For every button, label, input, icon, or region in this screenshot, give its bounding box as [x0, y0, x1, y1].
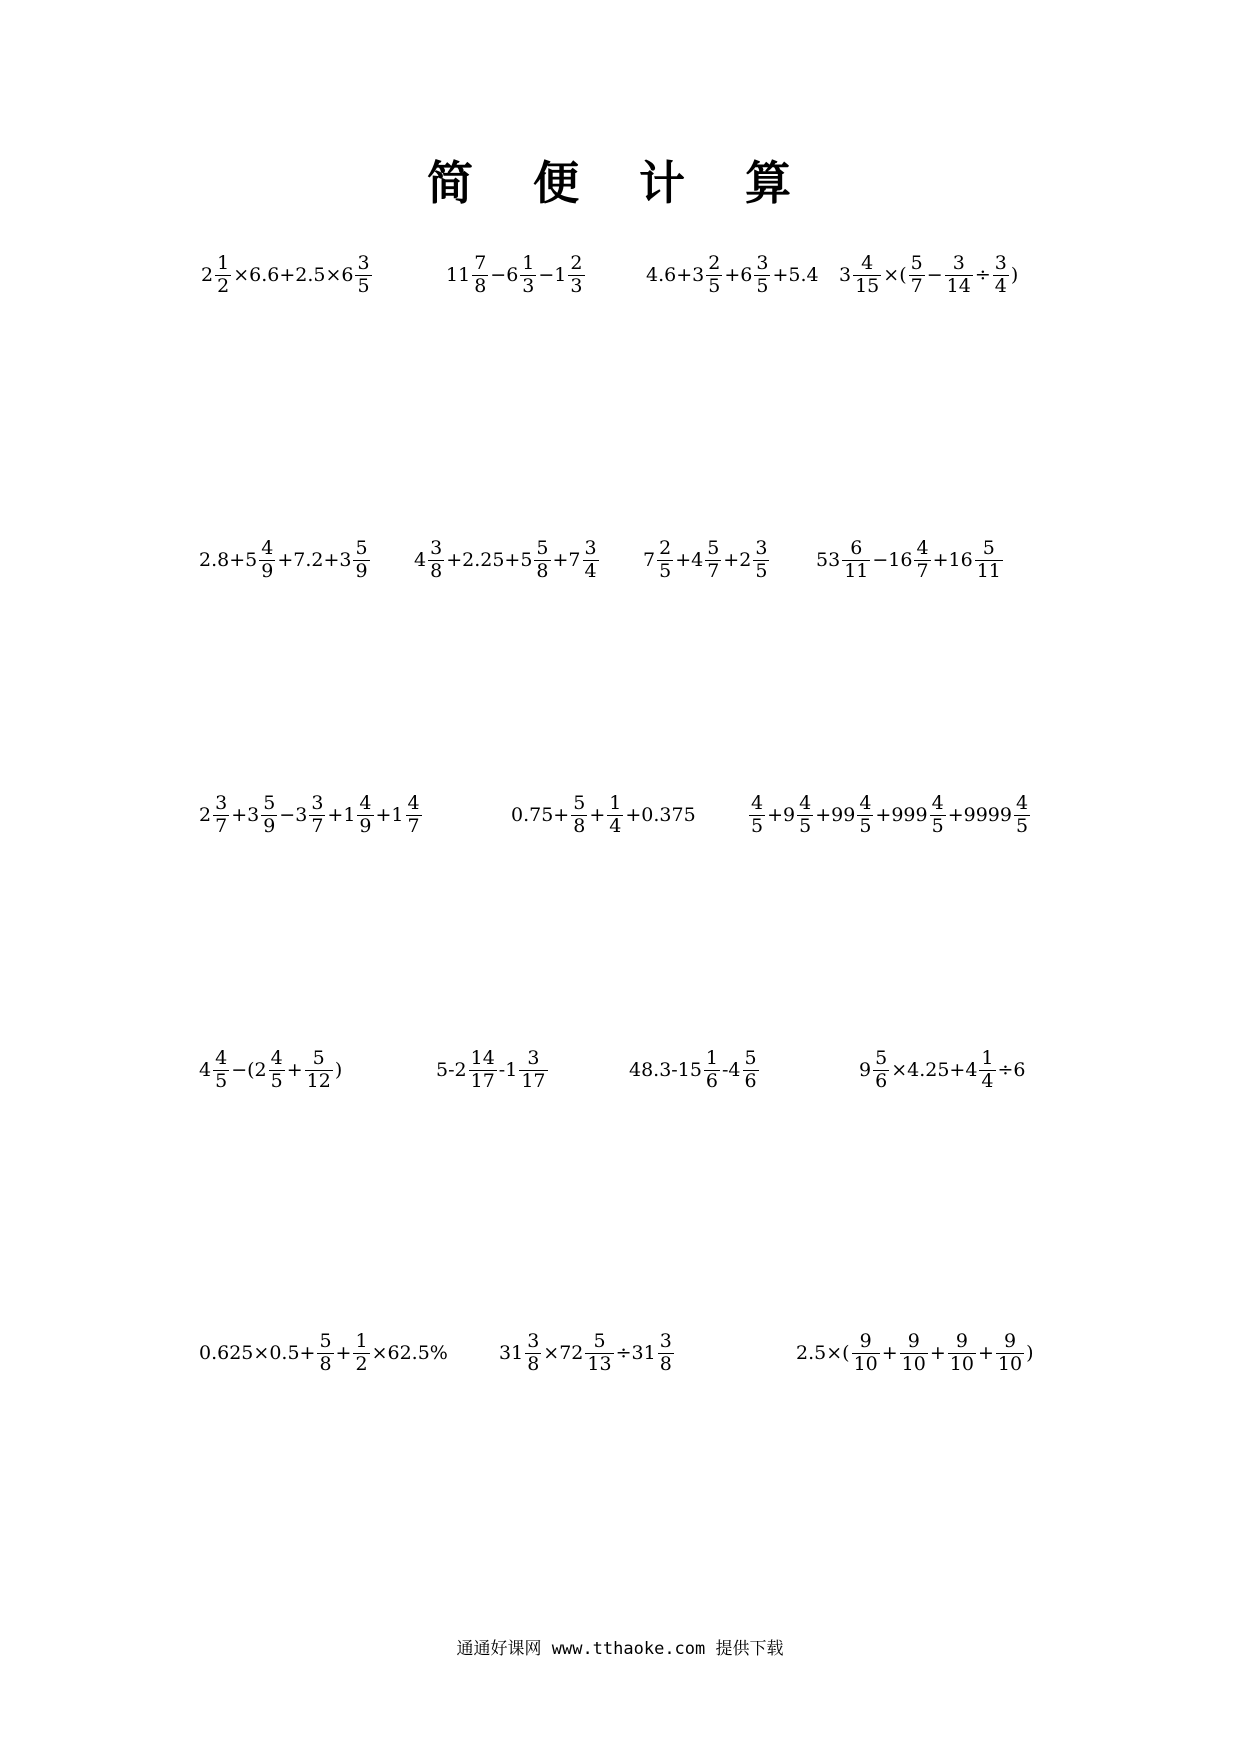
expression-text: −1	[538, 263, 567, 286]
fraction-denominator: 9	[263, 814, 276, 837]
fraction	[357, 793, 373, 838]
expression-text: 2	[199, 803, 212, 826]
fraction	[658, 1331, 674, 1376]
fraction-denominator: 4	[981, 1069, 994, 1092]
fraction-numerator: 4	[861, 252, 874, 274]
problem-14	[628, 1048, 760, 1093]
fraction-numerator: 4	[916, 537, 929, 559]
problem-1	[200, 253, 373, 298]
fraction-numerator: 5	[744, 1047, 757, 1069]
fraction-numerator: 9	[1003, 1330, 1017, 1352]
expression-text: +1	[375, 803, 404, 826]
fraction	[704, 1048, 720, 1093]
fraction-numerator: 4	[751, 792, 764, 814]
problem-6	[413, 538, 600, 583]
fraction-numerator: 2	[570, 252, 583, 274]
fraction-denominator: 14	[946, 274, 971, 297]
expression-text: ÷	[974, 263, 991, 286]
fraction-numerator: 5	[355, 537, 368, 559]
expression-text: +5.4	[772, 263, 819, 286]
fraction-numerator: 2	[708, 252, 721, 274]
fraction-numerator: 4	[859, 792, 872, 814]
fraction-numerator: 9	[907, 1330, 920, 1352]
fraction-numerator: 5	[707, 537, 720, 559]
expression-text: 5-2	[436, 1058, 467, 1081]
fraction-denominator: 2	[355, 1352, 368, 1375]
fraction	[261, 793, 277, 838]
expression-text: 4.6+3	[646, 263, 705, 286]
fraction	[519, 1048, 547, 1093]
fraction	[469, 1048, 497, 1093]
fraction-denominator: 15	[855, 274, 880, 297]
fraction	[948, 1331, 976, 1376]
expression-text: 4	[414, 548, 427, 571]
expression-text: )	[1010, 263, 1019, 286]
problem-13	[435, 1048, 549, 1093]
fraction-denominator: 5	[751, 814, 764, 837]
fraction-numerator: 3	[430, 537, 443, 559]
expression-text: +4	[675, 548, 704, 571]
fraction	[975, 538, 1003, 583]
fraction	[406, 793, 422, 838]
fraction	[353, 538, 369, 583]
problem-11	[748, 793, 1031, 838]
fraction-denominator: 7	[311, 814, 324, 837]
fraction-numerator: 5	[536, 537, 549, 559]
expression-text: 0.625×0.5+	[199, 1341, 316, 1364]
fraction-denominator: 8	[474, 274, 487, 297]
fraction-denominator: 6	[875, 1069, 888, 1092]
fraction	[585, 1331, 613, 1376]
fraction-numerator: 5	[875, 1047, 888, 1069]
expression-text: 0.75+	[511, 803, 570, 826]
fraction	[945, 253, 973, 298]
fraction-denominator: 17	[470, 1069, 495, 1092]
expression-text: +99	[815, 803, 856, 826]
problem-2	[445, 253, 586, 298]
fraction-numerator: 5	[982, 537, 995, 559]
expression-text: 2.5×(	[796, 1341, 850, 1364]
fraction	[1014, 793, 1030, 838]
fraction	[749, 793, 765, 838]
problem-3	[645, 253, 820, 298]
fraction-numerator: 7	[474, 252, 487, 274]
expression-text: 48.3-15	[629, 1058, 702, 1081]
fraction-denominator: 5	[859, 814, 872, 837]
expression-text: −(2	[231, 1058, 267, 1081]
fraction-numerator: 9	[955, 1330, 968, 1352]
fraction	[657, 538, 673, 583]
fraction	[309, 793, 325, 838]
problem-9	[198, 793, 423, 838]
expression-text: +	[286, 1058, 303, 1081]
expression-text: ×72	[543, 1341, 584, 1364]
fraction-numerator: 3	[756, 252, 769, 274]
fraction	[797, 793, 813, 838]
fraction-numerator: 1	[981, 1047, 994, 1069]
fraction	[706, 253, 722, 298]
fraction-numerator: 3	[659, 1330, 672, 1352]
fraction	[873, 1048, 889, 1093]
expression-text: +16	[932, 548, 973, 571]
fraction-denominator: 4	[584, 559, 597, 582]
expression-text: +	[335, 1341, 352, 1364]
expression-text: -1	[498, 1058, 518, 1081]
expression-text: 4	[199, 1058, 212, 1081]
fraction-denominator: 6	[744, 1069, 757, 1092]
fraction	[525, 1331, 541, 1376]
fraction-numerator: 5	[312, 1047, 325, 1069]
fraction-numerator: 1	[705, 1047, 718, 1069]
fraction-numerator: 3	[215, 792, 228, 814]
expression-text: ×62.5%	[371, 1341, 448, 1364]
fraction-numerator: 5	[910, 252, 923, 274]
fraction	[520, 253, 536, 298]
expression-text: 53	[816, 548, 841, 571]
expression-text: +9	[767, 803, 796, 826]
fraction	[305, 1048, 333, 1093]
fraction	[753, 538, 769, 583]
expression-text: 31	[499, 1341, 524, 1364]
expression-text: +1	[327, 803, 356, 826]
fraction	[900, 1331, 928, 1376]
fraction-numerator: 5	[573, 792, 586, 814]
fraction	[269, 1048, 285, 1093]
expression-text: +	[881, 1341, 898, 1364]
fraction	[914, 538, 930, 583]
fraction-denominator: 10	[949, 1352, 974, 1375]
fraction-numerator: 9	[859, 1330, 872, 1352]
fraction	[979, 1048, 995, 1093]
fraction	[909, 253, 925, 298]
fraction-numerator: 5	[263, 792, 276, 814]
fraction	[213, 793, 229, 838]
fraction	[852, 1331, 880, 1376]
fraction-denominator: 2	[217, 274, 230, 297]
fraction-denominator: 5	[215, 1069, 228, 1092]
fraction-denominator: 10	[997, 1352, 1023, 1375]
fraction-numerator: 3	[311, 792, 324, 814]
expression-text: +	[589, 803, 606, 826]
expression-text: +2.25+5	[446, 548, 533, 571]
fraction-denominator: 5	[1015, 814, 1029, 837]
problem-16	[198, 1331, 449, 1376]
fraction-denominator: 5	[659, 559, 672, 582]
fraction-denominator: 3	[570, 274, 583, 297]
expression-text: ÷31	[615, 1341, 656, 1364]
expression-text: +0.375	[625, 803, 696, 826]
problem-12	[198, 1048, 343, 1093]
fraction-denominator: 8	[659, 1352, 672, 1375]
problem-5	[198, 538, 371, 583]
expression-text: +2	[723, 548, 752, 571]
expression-text: +7	[552, 548, 581, 571]
fraction-denominator: 8	[536, 559, 549, 582]
expression-text: )	[1026, 1341, 1034, 1364]
expression-text: −16	[872, 548, 913, 571]
fraction-denominator: 7	[407, 814, 420, 837]
expression-text: +9999	[947, 803, 1012, 826]
fraction-denominator: 17	[521, 1069, 546, 1092]
fraction-denominator: 10	[901, 1352, 926, 1375]
expression-text: ×6.6+2.5×6	[233, 263, 354, 286]
fraction	[428, 538, 444, 583]
fraction-denominator: 5	[931, 814, 944, 837]
fraction-numerator: 3	[527, 1047, 540, 1069]
expression-text: 7	[643, 548, 656, 571]
fraction-numerator: 4	[261, 537, 274, 559]
problem-18	[795, 1331, 1035, 1376]
expression-text: 11	[446, 263, 471, 286]
fraction-numerator: 3	[994, 252, 1007, 274]
fraction-denominator: 5	[756, 274, 769, 297]
fraction-denominator: 5	[755, 559, 768, 582]
fraction-numerator: 4	[215, 1047, 228, 1069]
fraction	[993, 253, 1009, 298]
problem-17	[498, 1331, 675, 1376]
fraction-numerator: 1	[609, 792, 622, 814]
expression-text: −6	[490, 263, 519, 286]
expression-text: 2.8+5	[199, 548, 258, 571]
expression-text: +	[929, 1341, 946, 1364]
problem-15	[858, 1048, 1027, 1093]
expression-text: )	[334, 1058, 343, 1081]
expression-text: +999	[875, 803, 928, 826]
expression-text: +7.2+3	[277, 548, 352, 571]
fraction-numerator: 4	[931, 792, 944, 814]
problem-7	[642, 538, 770, 583]
fraction-denominator: 3	[522, 274, 535, 297]
fraction-numerator: 4	[407, 792, 420, 814]
expression-text: 9	[859, 1058, 872, 1081]
fraction-denominator: 7	[916, 559, 929, 582]
fraction-denominator: 5	[799, 814, 812, 837]
expression-text: ×4.25+4	[891, 1058, 978, 1081]
fraction-denominator: 9	[355, 559, 368, 582]
fraction-denominator: 6	[705, 1069, 718, 1092]
fraction-numerator: 14	[470, 1047, 495, 1069]
fraction-numerator: 2	[659, 537, 672, 559]
fraction	[213, 1048, 229, 1093]
problem-10	[510, 793, 697, 838]
fraction-numerator: 5	[593, 1330, 606, 1352]
expression-text: 3	[839, 263, 852, 286]
fraction-numerator: 3	[357, 252, 370, 274]
fraction	[259, 538, 275, 583]
fraction-denominator: 11	[844, 559, 869, 582]
fraction-denominator: 8	[319, 1352, 332, 1375]
expression-text: 2	[201, 263, 214, 286]
expression-text: ÷6	[997, 1058, 1026, 1081]
fraction	[853, 253, 881, 298]
fraction-numerator: 4	[799, 792, 812, 814]
fraction-denominator: 10	[853, 1352, 878, 1375]
fraction-numerator: 5	[319, 1330, 332, 1352]
fraction-denominator: 13	[587, 1352, 612, 1375]
fraction-denominator: 8	[430, 559, 443, 582]
problem-8	[815, 538, 1004, 583]
fraction	[743, 1048, 759, 1093]
problem-4	[838, 253, 1019, 298]
fraction	[930, 793, 946, 838]
fraction-denominator: 7	[910, 274, 923, 297]
fraction-denominator: 4	[609, 814, 622, 837]
fraction	[534, 538, 550, 583]
fraction	[583, 538, 599, 583]
expression-text: -4	[722, 1058, 741, 1081]
fraction	[317, 1331, 333, 1376]
fraction-numerator: 4	[1015, 792, 1029, 814]
fraction-denominator: 5	[708, 274, 721, 297]
expression-text: ×(	[883, 263, 907, 286]
expression-text: +3	[231, 803, 260, 826]
fraction-denominator: 8	[527, 1352, 540, 1375]
expression-text: −3	[279, 803, 308, 826]
fraction-numerator: 1	[217, 252, 230, 274]
fraction-denominator: 9	[261, 559, 274, 582]
fraction-numerator: 4	[359, 792, 372, 814]
fraction-denominator: 5	[270, 1069, 283, 1092]
fraction	[472, 253, 488, 298]
fraction-numerator: 4	[270, 1047, 283, 1069]
expression-text: +6	[724, 263, 753, 286]
fraction	[355, 253, 371, 298]
fraction-numerator: 3	[952, 252, 965, 274]
fraction-denominator: 5	[357, 274, 370, 297]
fraction-numerator: 1	[522, 252, 535, 274]
fraction	[353, 1331, 369, 1376]
fraction-denominator: 12	[306, 1069, 331, 1092]
expression-text: +	[977, 1341, 994, 1364]
fraction-numerator: 3	[755, 537, 768, 559]
fraction	[996, 1331, 1024, 1376]
fraction	[754, 253, 770, 298]
fraction	[568, 253, 584, 298]
fraction-denominator: 11	[976, 559, 1001, 582]
fraction-denominator: 4	[994, 274, 1007, 297]
fraction	[607, 793, 623, 838]
expression-text: −	[926, 263, 943, 286]
fraction-numerator: 3	[527, 1330, 540, 1352]
fraction-numerator: 3	[584, 537, 597, 559]
fraction-numerator: 1	[355, 1330, 368, 1352]
fraction	[842, 538, 870, 583]
fraction-denominator: 7	[707, 559, 720, 582]
footer-text: 通通好课网 www.tthaoke.com 提供下载	[456, 1639, 784, 1659]
fraction	[571, 793, 587, 838]
fraction-numerator: 6	[850, 537, 863, 559]
fraction	[215, 253, 231, 298]
fraction-denominator: 7	[215, 814, 228, 837]
fraction-denominator: 8	[573, 814, 586, 837]
fraction	[705, 538, 721, 583]
page-title: 简 便 计 算	[426, 156, 814, 210]
fraction-denominator: 9	[359, 814, 372, 837]
fraction	[857, 793, 873, 838]
